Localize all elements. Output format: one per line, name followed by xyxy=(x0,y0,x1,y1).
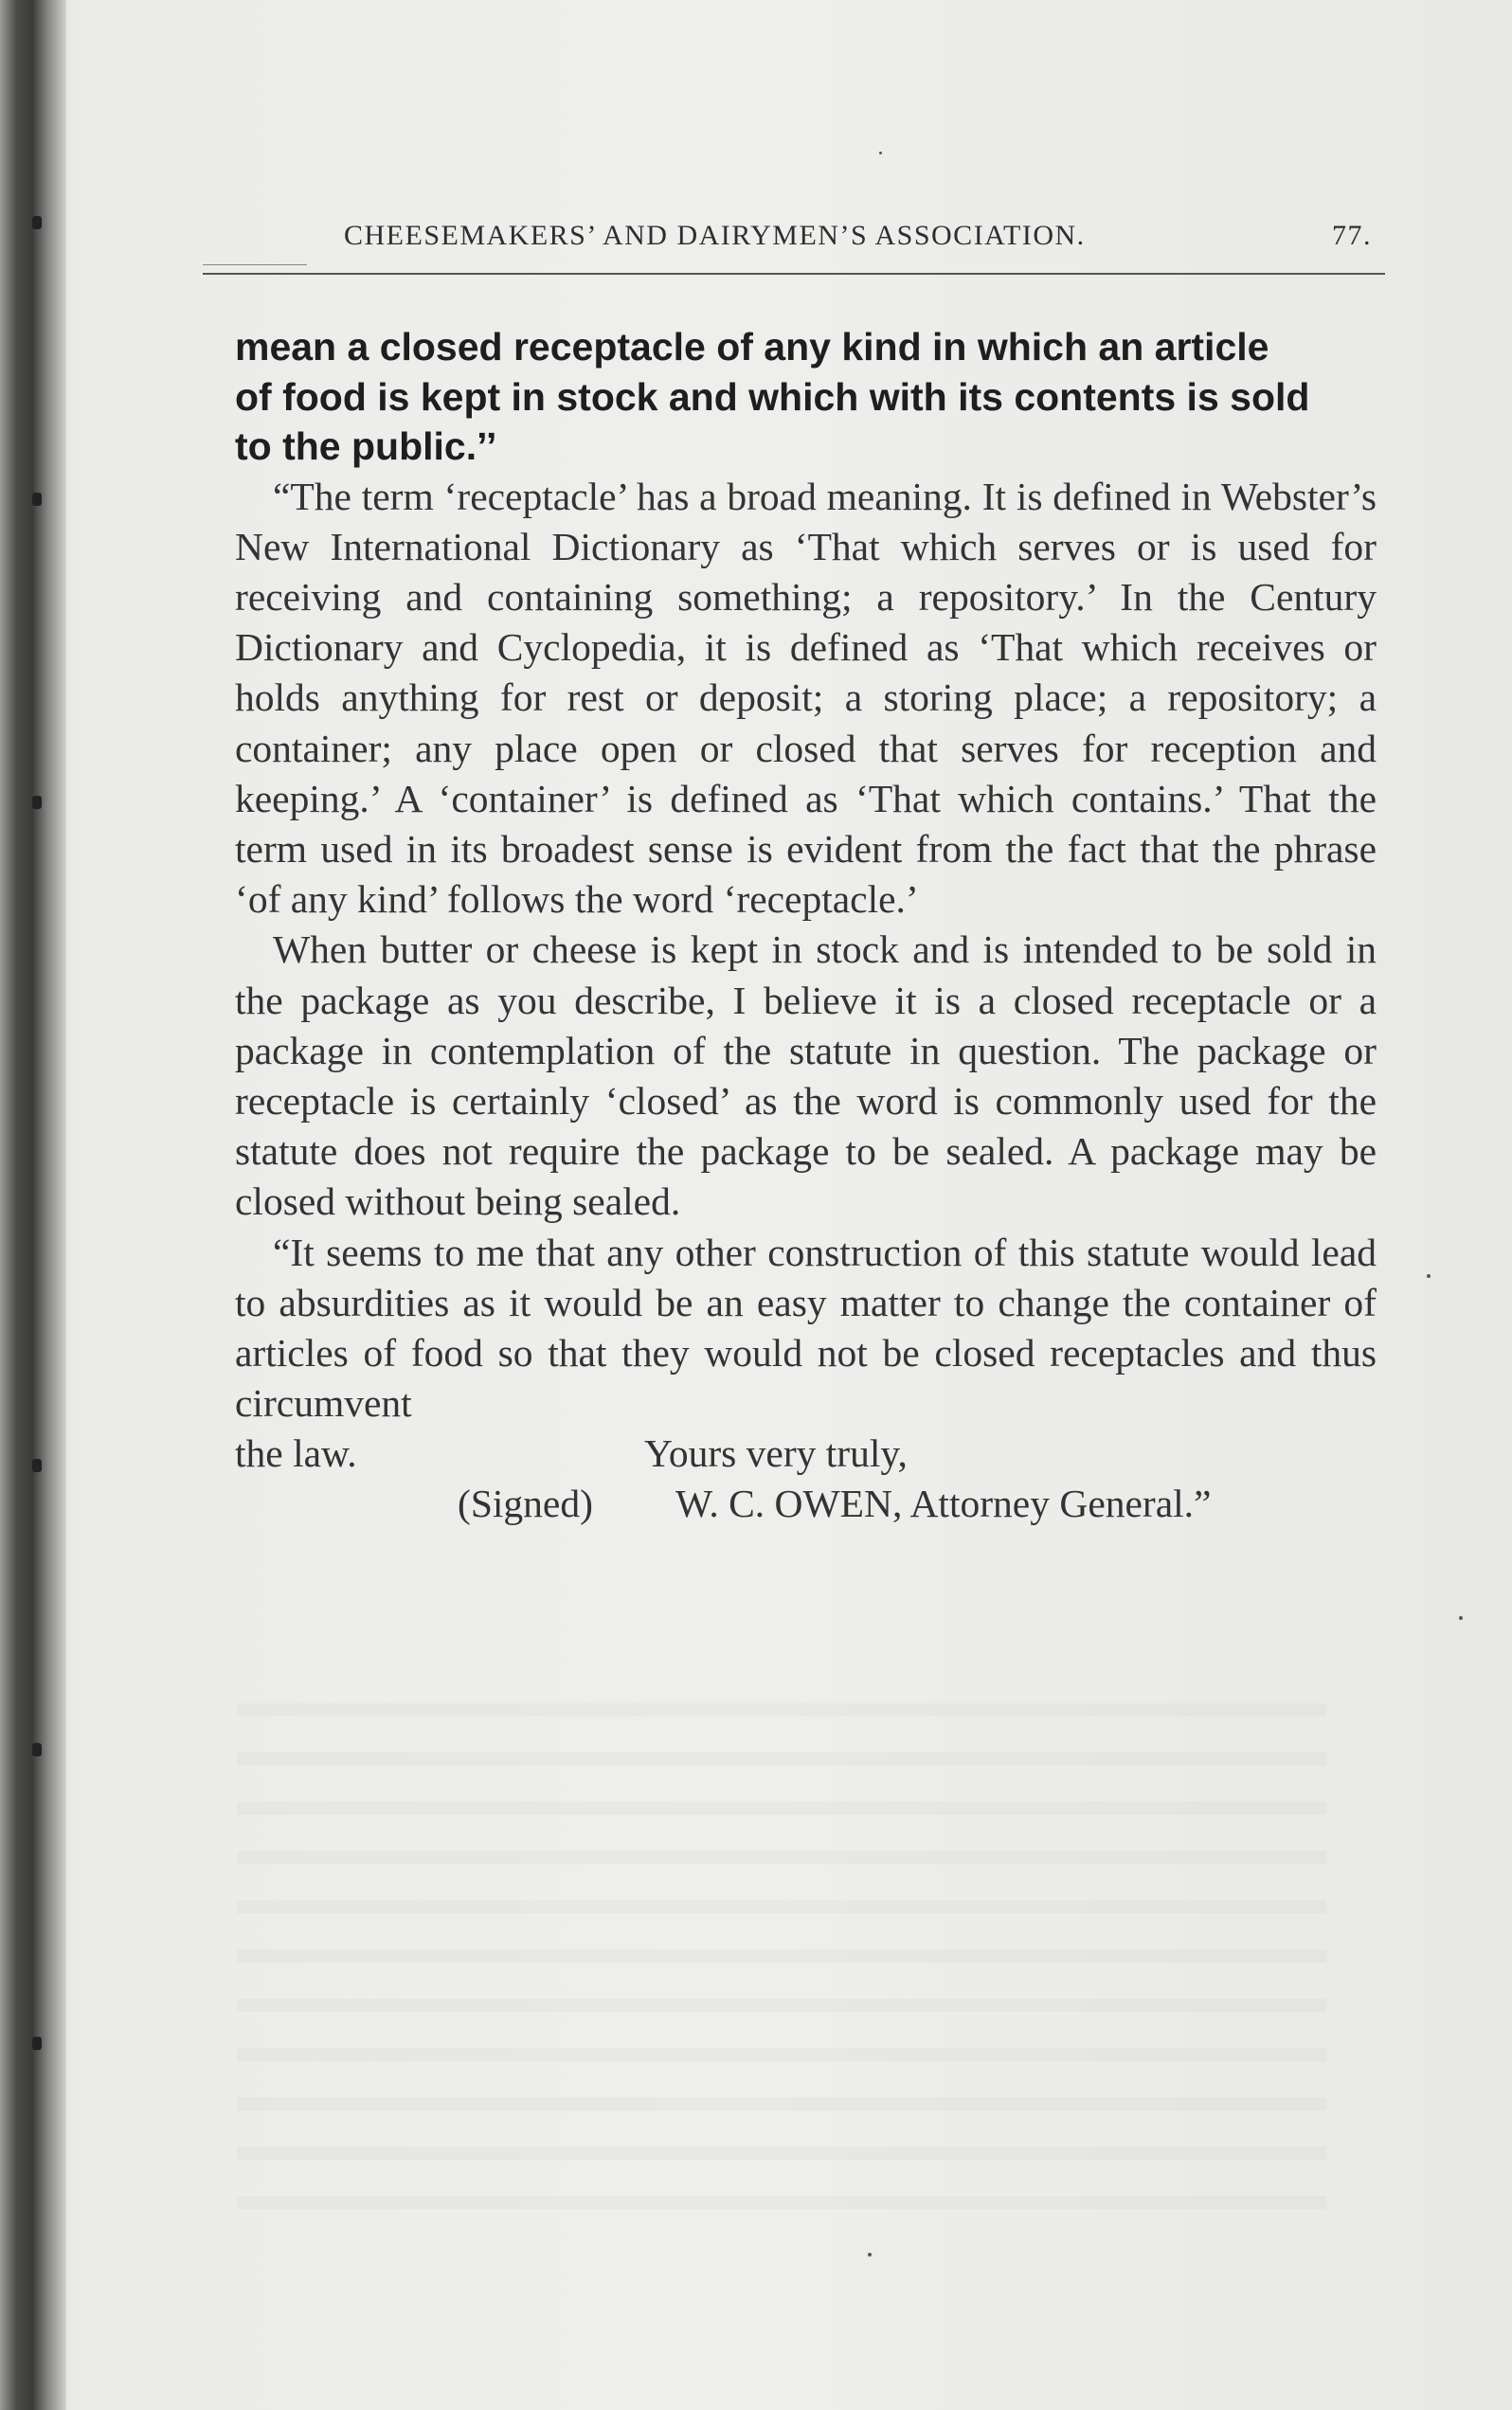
binding-mark xyxy=(32,493,42,506)
paragraph-construction: “It seems to me that any other construction of this statute would lead to absurdities as it would be an easy matter to change the container of articles of food so that they would not be closed receptacles and thus circumvent xyxy=(235,1230,1377,1426)
paper-speck xyxy=(1427,1274,1431,1278)
binding-mark xyxy=(32,1459,42,1472)
signer-name: W. C. OWEN, Attorney General.” xyxy=(675,1482,1212,1526)
running-title: CHEESEMAKERS’ AND DAIRYMEN’S ASSOCIATION. xyxy=(344,220,1086,251)
header-rule xyxy=(203,273,1385,275)
closing-text: the law. xyxy=(235,1431,357,1476)
bold-line: to the public.’’ xyxy=(235,424,497,468)
binding-mark xyxy=(32,796,42,809)
signature-line xyxy=(235,1479,1377,1529)
paper-speck xyxy=(879,152,882,154)
closing-line xyxy=(235,1429,1377,1479)
paragraph-receptacle-definition: “The term ‘receptacle’ has a broad meaning. It is defined in Webster’s New International Dictionary as ‘That which serves or is used for receiving and containing something; a repository.’ In the Century Dictionary and Cyclopedia, it is defined as ‘That which receives or holds anything for rest or deposit; a storing place; a repository; a container; any place open or closed that serves for reception and keeping.’ A ‘container’ is defined as ‘That which contains.’ That the term used in its broadest sense is evident from the fact that the phrase ‘of any kind’ follows the word ‘receptacle.’ xyxy=(235,474,1377,922)
bold-line: mean a closed receptacle of any kind in which an article xyxy=(235,325,1269,369)
valediction: Yours very truly, xyxy=(644,1431,908,1476)
binding-mark xyxy=(32,2037,42,2050)
book-binding-edge xyxy=(0,0,66,2410)
paragraph-butter-cheese: When butter or cheese is kept in stock and is intended to be sold in the package as you describe, I believe it is a closed receptacle or a package in contemplation of the statute in question. The package or receptacle is certainly ‘closed’ as the word is commonly used for the statute does not require the package to be sealed. A package may be closed without being sealed. xyxy=(235,927,1377,1224)
page-number: 77. xyxy=(1332,220,1372,251)
binding-mark xyxy=(32,1743,42,1756)
paper-speck xyxy=(868,2253,872,2257)
binding-mark xyxy=(32,216,42,229)
signed-label: (Signed) xyxy=(458,1482,593,1526)
body-text xyxy=(235,322,1377,1529)
running-header xyxy=(344,220,1386,252)
paper-speck xyxy=(1459,1616,1463,1620)
header-rule-fragment xyxy=(203,264,307,265)
bold-quoted-passage xyxy=(235,322,1377,472)
bleed-through-texture xyxy=(237,1667,1326,2236)
bold-line: of food is kept in stock and which with its contents is sold xyxy=(235,374,1310,419)
